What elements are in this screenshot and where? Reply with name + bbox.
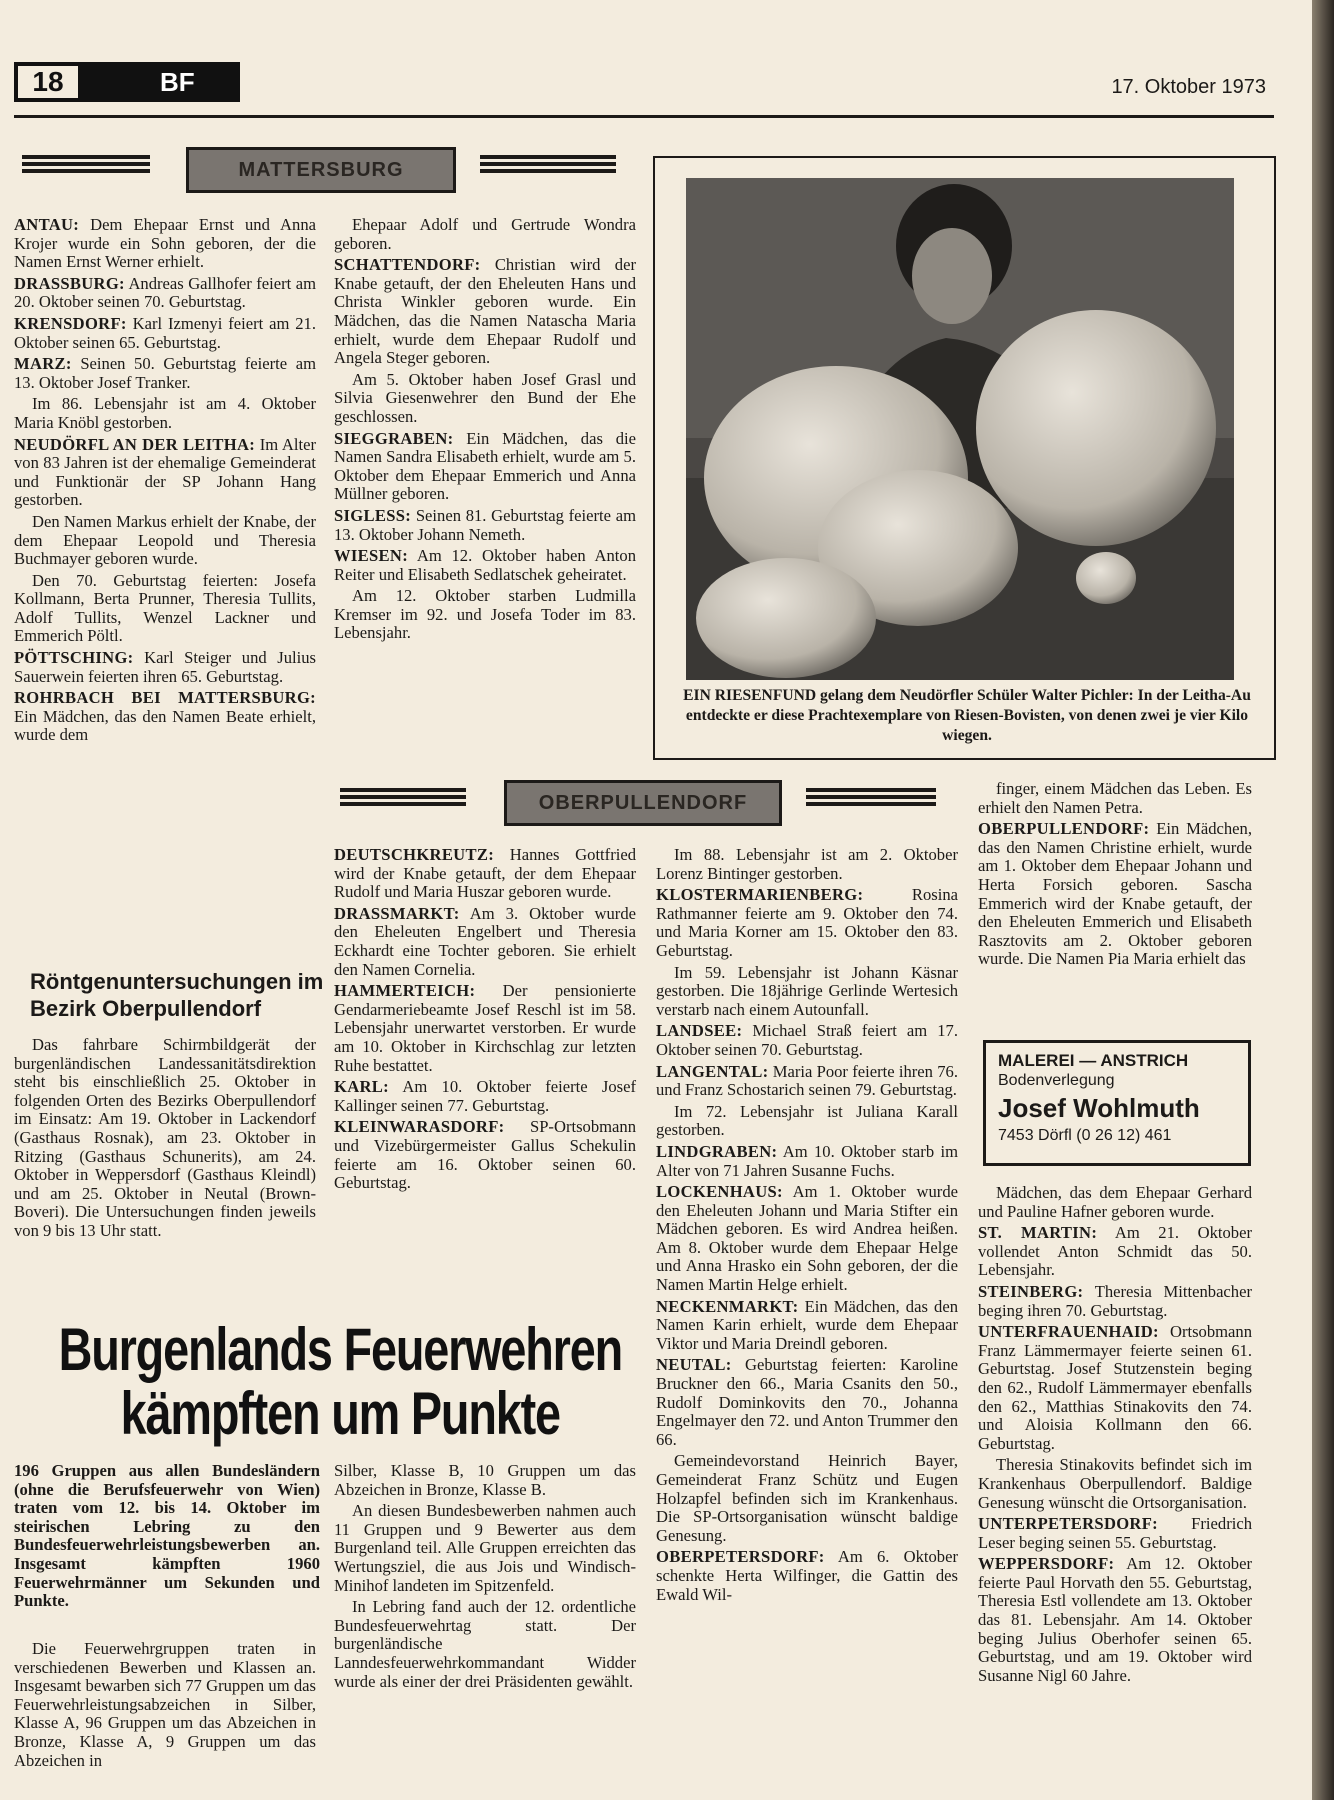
oberpullendorf-column-2 — [656, 846, 958, 1607]
news-item — [14, 436, 316, 510]
news-item — [978, 1555, 1252, 1685]
place-name: LOCKENHAUS: — [656, 1182, 783, 1202]
item-text: Mädchen, das dem Ehepaar Gerhard und Pauline Hafner geboren wurde. — [978, 1183, 1252, 1221]
place-name: SIEGGRABEN: — [334, 428, 454, 448]
banner-lines-right — [806, 788, 936, 806]
mattersburg-banner: MATTERSBURG — [186, 147, 456, 193]
news-item — [334, 547, 636, 584]
item-text: Der pensionierte Gendarmeriebeamte Josef Reschl ist im 58. Lebensjahr unerwartet verstorben. Er wurde am 10. Oktober in Kirchschlag zur letzten Ruhe bestattet. — [334, 981, 636, 1075]
section-label: BF — [160, 67, 195, 97]
news-item — [656, 886, 958, 960]
item-text: Theresia Stinakovits befindet sich im Krankenhaus Oberpullendorf. Baldige Genesung wünscht die Ortsorganisation. — [978, 1455, 1252, 1512]
place-name: LINDGRABEN: — [656, 1141, 778, 1161]
photo-caption — [674, 686, 1260, 746]
banner-lines-left — [340, 788, 466, 806]
news-item — [656, 1103, 958, 1140]
item-text: Gemeindevorstand Heinrich Bayer, Gemeinderat Franz Schütz und Eugen Holzapfel befinden sich im Krankenhaus. Die SP-Ortsorganisation wünscht baldige Genesung. — [656, 1451, 958, 1545]
news-item — [14, 395, 316, 432]
item-text: Seinen 81. Geburtstag feierte am 13. Oktober Johann Nemeth. — [334, 505, 636, 544]
place-name: DRASSBURG: — [14, 273, 125, 293]
mattersburg-column-1 — [14, 216, 316, 748]
item-text: Christian wird der Knabe getauft, der den Eheleuten Hans und Christa Winkler geboren wurde. Ein Mädchen, das die Namen Natascha Maria erhielt, wurde dem Ehepaar Rudolf und Angela Steger geboren. — [334, 255, 636, 368]
oberpullendorf-column-3-bottom — [978, 1184, 1252, 1688]
item-text: Ein Mädchen, das den Namen Beate erhielt, wurde dem — [14, 706, 316, 745]
item-text: Am 12. Oktober haben Anton Reiter und Elisabeth Sedlatschek geheiratet. — [334, 546, 636, 584]
item-text: Ein Mädchen, das die Namen Sandra Elisabeth erhielt, wurde am 5. Oktober dem Ehepaar Emmerich und Anna Müllner geboren. — [334, 428, 636, 504]
item-text: SP-Ortsobmann und Vizebürgermeister Gallus Schekulin feierte am 16. Oktober seinen 60. Geburtstag. — [334, 1117, 636, 1193]
item-text: Dem Ehepaar Ernst und Anna Krojer wurde ein Sohn geboren, der die Namen Ernst Werner erhielt. — [14, 215, 316, 272]
news-item — [656, 1356, 958, 1449]
issue-date: 17. Oktober 1973 — [1111, 76, 1266, 98]
news-item — [14, 513, 316, 569]
item-text: Am 10. Oktober starb im Alter von 71 Jahren Susanne Fuchs. — [656, 1141, 958, 1180]
feuerwehr-teaser: 196 Gruppen aus allen Bundesländern (ohne die Berufsfeuerwehr von Wien) traten vom 12. bis 14. Oktober im steirischen Lebring zu den Bundesfeuerwehrleistungsbewerben an. Insgesamt kämpften 1960 Feuerwehrmänner um Sekunden und Punkte. — [14, 1461, 320, 1611]
item-text: Karl Izmenyi feiert am 21. Oktober seinen 65. Geburtstag. — [14, 313, 316, 352]
item-text: Am 21. Oktober vollendet Anton Schmidt das 50. Lebensjahr. — [978, 1223, 1252, 1280]
news-item — [656, 964, 958, 1020]
headline-line2: kämpften um Punkte — [120, 1380, 560, 1447]
place-name: ROHRBACH BEI MATTERSBURG: — [14, 688, 316, 708]
place-name: NECKENMARKT: — [656, 1296, 799, 1316]
item-text: Michael Straß feiert am 17. Oktober seinen 70. Geburtstag. — [656, 1021, 958, 1059]
news-item — [656, 1452, 958, 1545]
news-item — [978, 1184, 1252, 1221]
oberpullendorf-column-3-top — [978, 780, 1252, 972]
item-text: Ehepaar Adolf und Gertrude Wondra geboren. — [334, 215, 636, 253]
headline-line1: Burgenlands Feuerwehren — [58, 1316, 623, 1383]
news-item — [334, 1118, 636, 1192]
place-name: KARL: — [334, 1077, 389, 1097]
news-item — [656, 1548, 958, 1604]
item-text: Seinen 50. Geburtstag feierte am 13. Oktober Josef Tranker. — [14, 354, 316, 392]
item-text: Am 5. Oktober haben Josef Grasl und Silvia Giesenwehrer den Bund der Ehe geschlossen. — [334, 369, 636, 426]
place-name: STEINBERG: — [978, 1281, 1084, 1301]
news-item — [14, 649, 316, 686]
place-name: SCHATTENDORF: — [334, 255, 481, 275]
news-item — [14, 216, 316, 272]
news-item — [334, 430, 636, 504]
banner-lines-left — [22, 155, 150, 173]
news-item — [334, 982, 636, 1075]
news-item — [656, 846, 958, 883]
news-item — [14, 275, 316, 312]
item-text: Friedrich Leser beging seinen 55. Geburtstag. — [978, 1514, 1252, 1552]
item-text: Andreas Gallhofer feiert am 20. Oktober seinen 70. Geburtstag. — [14, 273, 316, 312]
news-item — [14, 355, 316, 392]
news-item — [978, 1283, 1252, 1320]
roentgen-heading: Röntgenuntersuchungen im Bezirk Oberpullendorf — [30, 969, 324, 1021]
item-text: Im Alter von 83 Jahren ist der ehemalige Gemeinderat und Funktionär der SP Johann Hang gestorben. — [14, 434, 316, 510]
feuerwehr-p3: An diesen Bundesbewerben nahmen auch 11 Gruppen und 9 Bewerter aus dem Burgenland teil. Alle Gruppen erreichten das Wertungsziel, die aus Jois und Windisch-Minihof landeten im Spitzenfeld. — [334, 1501, 636, 1595]
place-name: OBERPULLENDORF: — [978, 819, 1150, 839]
feuerwehr-p1: Die Feuerwehrgruppen traten in verschiedenen Bewerben und Klassen an. Insgesamt bewarben sich 77 Gruppen um das Feuerwehrleistungsabzeichen in Silber, Klasse A, 96 Gruppen um das Abzeichen in Bronze, Klasse A, 9 Gruppen um das Abzeichen in — [14, 1639, 316, 1770]
ad-line2: Bodenverlegung — [998, 1072, 1115, 1089]
place-name: UNTERFRAUENHAID: — [978, 1322, 1159, 1342]
item-text: Im 59. Lebensjahr ist Johann Käsnar gestorben. Die 18jährige Gerlinde Wertesich verstarb nach einem Autounfall. — [656, 962, 958, 1019]
item-text: Maria Poor feierte ihren 76. und Franz Schostarich seinen 79. Geburtstag. — [656, 1061, 958, 1100]
item-text: Am 1. Oktober wurde den Eheleuten Johann und Maria Stifter ein Mädchen geboren. Es wird Andrea heißen. Am 8. Oktober wurde dem Ehepaar Helge und Anna Hrasko ein Sohn geboren, der die Namen Martin Helge erhielt. — [656, 1182, 958, 1295]
place-name: HAMMERTEICH: — [334, 981, 476, 1001]
caption-text: gelang dem Neudörfler Schüler Walter Pichler: In der Leitha-Au entdeckte er diese Prachtexemplare von Riesen-Bovisten, von denen zwei je vier Kilo wiegen. — [685, 687, 1251, 744]
place-name: ST. MARTIN: — [978, 1223, 1098, 1243]
place-name: KLOSTERMARIENBERG: — [656, 885, 864, 905]
roentgen-article — [14, 1036, 316, 1244]
item-text: Karl Steiger und Julius Sauerwein feierten ihren 65. Geburtstag. — [14, 648, 316, 686]
news-item — [656, 1143, 958, 1180]
news-item — [14, 689, 316, 745]
ad-name: Josef Wohlmuth — [998, 1093, 1200, 1123]
feuerwehr-p2: Silber, Klasse B, 10 Gruppen um das Abzeichen in Bronze, Klasse B. — [334, 1461, 636, 1499]
item-text: Ein Mädchen, das den Namen Christine erhielt, wurde am 1. Oktober dem Ehepaar Johann und Herta Forsich geboren. Sascha Emmerich wird der Knabe getauft, der den Eheleuten Emmerich und Elisabeth Rasztovits am 2. Oktober geboren wurde. Die Namen Pia Maria erhielt das — [978, 819, 1252, 969]
oberpullendorf-column-1 — [334, 846, 636, 1196]
item-text: finger, einem Mädchen das Leben. Es erhielt den Namen Petra. — [978, 779, 1252, 817]
page-number: 18 — [18, 66, 78, 98]
news-item — [334, 587, 636, 643]
place-name: KRENSDORF: — [14, 313, 127, 333]
item-text: Am 10. Oktober feierte Josef Kallinger seinen 77. Geburtstag. — [334, 1077, 636, 1115]
news-item — [656, 1022, 958, 1059]
news-item — [334, 216, 636, 253]
item-text: Den Namen Markus erhielt der Knabe, der dem Ehepaar Leopold und Theresia Buchmayer geboren wurde. — [14, 511, 316, 569]
news-item — [334, 846, 636, 902]
place-name: LANDSEE: — [656, 1021, 743, 1041]
news-item — [334, 371, 636, 427]
item-text: Geburtstag feierten: Karoline Bruckner den 66., Maria Csanits den 50., Rudolf Dominkovits den 70., Johanna Engelmayer den 72. und Anton Trummer den 66. — [656, 1355, 958, 1449]
news-item — [978, 1224, 1252, 1280]
place-name: DEUTSCHKREUTZ: — [334, 845, 495, 864]
news-item — [656, 1183, 958, 1295]
item-text: Theresia Mittenbacher beging ihren 70. Geburtstag. — [978, 1281, 1252, 1320]
oberpullendorf-banner: OBERPULLENDORF — [504, 780, 782, 826]
item-text: Am 12. Oktober starben Ludmilla Kremser im 92. und Josefa Toder im 83. Lebensjahr. — [334, 586, 636, 643]
news-item — [334, 905, 636, 979]
news-item — [334, 256, 636, 368]
place-name: LANGENTAL: — [656, 1061, 769, 1081]
place-name: SIGLESS: — [334, 505, 412, 525]
place-name: KLEINWARASDORF: — [334, 1117, 505, 1137]
item-text: Am 3. Oktober wurde den Eheleuten Engelbert und Theresia Eckhardt eine Tochter geboren. Sie erhielt den Namen Cornelia. — [334, 903, 636, 979]
place-name: PÖTTSCHING: — [14, 648, 134, 668]
roentgen-body: Das fahrbare Schirmbildgerät der burgenländischen Landessanitätsdirektion steht bis einschließlich 25. Oktober in folgenden Orten des Bezirks Oberpullendorf im Einsatz: Am 19. Oktober in Lackendorf (Gasthaus Rosnak), am 23. Oktober in Ritzing (Gasthaus Schunerits), am 24. Oktober in Weppersdorf (Gasthaus Kleindl) und am 25. Oktober in Neutal (Brown-Boveri). Die Untersuchungen finden jeweils von 9 bis 13 Uhr statt. — [14, 1035, 316, 1240]
news-item — [14, 315, 316, 352]
place-name: NEUTAL: — [656, 1355, 732, 1375]
mattersburg-column-2 — [334, 216, 636, 646]
news-item — [656, 1063, 958, 1100]
banner-lines-right — [480, 155, 616, 173]
feuerwehr-column-2 — [334, 1462, 636, 1694]
page-edge — [1312, 0, 1334, 1800]
place-name: WEPPERSDORF: — [978, 1554, 1115, 1574]
place-name: MARZ: — [14, 354, 72, 374]
item-text: Im 88. Lebensjahr ist am 2. Oktober Lorenz Bintinger gestorben. — [656, 845, 958, 883]
ad-address: 7453 Dörfl (0 26 12) 461 — [998, 1127, 1172, 1144]
boy-with-puffballs-photo — [686, 178, 1234, 680]
news-item — [978, 1515, 1252, 1552]
header-rule — [14, 115, 1274, 118]
news-item — [978, 1323, 1252, 1453]
news-item — [334, 507, 636, 544]
feuerwehr-headline — [40, 1318, 641, 1446]
place-name: DRASSMARKT: — [334, 903, 460, 923]
item-text: Rosina Rathmanner feierte am 9. Oktober den 74. und Maria Korner am 15. Oktober den 83. Geburtstag. — [656, 885, 958, 960]
place-name: WIESEN: — [334, 546, 409, 566]
item-text: Im 86. Lebensjahr ist am 4. Oktober Maria Knöbl gestorben. — [14, 394, 316, 432]
news-item — [656, 1298, 958, 1354]
ad-line1: MALEREI — ANSTRICH — [998, 1051, 1189, 1070]
place-name: OBERPETERSDORF: — [656, 1547, 825, 1567]
news-item — [978, 780, 1252, 817]
wohlmuth-advertisement — [983, 1040, 1251, 1166]
item-text: Im 72. Lebensjahr ist Juliana Karall gestorben. — [656, 1101, 958, 1140]
feuerwehr-p4: In Lebring fand auch der 12. ordentliche Bundesfeuerwehrtag statt. Der burgenländische Lanndesfeuerwehrkommandant Widder wurde als einer der drei Präsidenten gewählt. — [334, 1597, 636, 1691]
item-text: Hannes Gottfried wird der Knabe getauft, der dem Ehepaar Rudolf und Maria Huszar geboren wurde. — [334, 845, 636, 902]
news-item — [978, 820, 1252, 969]
news-item — [334, 1078, 636, 1115]
place-name: ANTAU: — [14, 215, 80, 234]
item-text: Den 70. Geburtstag feierten: Josefa Kollmann, Berta Prunner, Theresia Tullits, Adolf Tullits, Wenzel Lackner und Emmerich Pöltl. — [14, 570, 316, 646]
caption-lead: EIN RIESENFUND — [683, 687, 817, 704]
item-text: Ein Mädchen, das den Namen Karin erhielt, wurde dem Ehepaar Viktor und Maria Dreindl geboren. — [656, 1296, 958, 1353]
item-text: Ortsobmann Franz Lämmermayer feierte seinen 61. Geburtstag. Josef Stutzenstein beging den 62., Rudolf Lämmermayer ebenfalls den 62., Matthias Stinakovits den 74. und Aloisia Kollmann den 66. Geburtstag. — [978, 1322, 1252, 1453]
item-text: Am 6. Oktober schenkte Herta Wilfinger, die Gattin des Ewald Wil- — [656, 1547, 958, 1604]
place-name: NEUDÖRFL AN DER LEITHA: — [14, 434, 256, 454]
news-item — [978, 1456, 1252, 1512]
feuerwehr-column-1 — [14, 1640, 316, 1773]
news-item — [14, 572, 316, 646]
place-name: UNTERPETERSDORF: — [978, 1514, 1158, 1534]
item-text: Am 12. Oktober feierte Paul Horvath den 55. Geburtstag, Theresia Estl vollendete am 13. Oktober das 81. Lebensjahr. Am 14. Oktober beging Julius Oberhofer seinen 65. Geburtstag, und am 19. Oktober wird Susanne Nigl 60 Jahre. — [978, 1554, 1252, 1685]
